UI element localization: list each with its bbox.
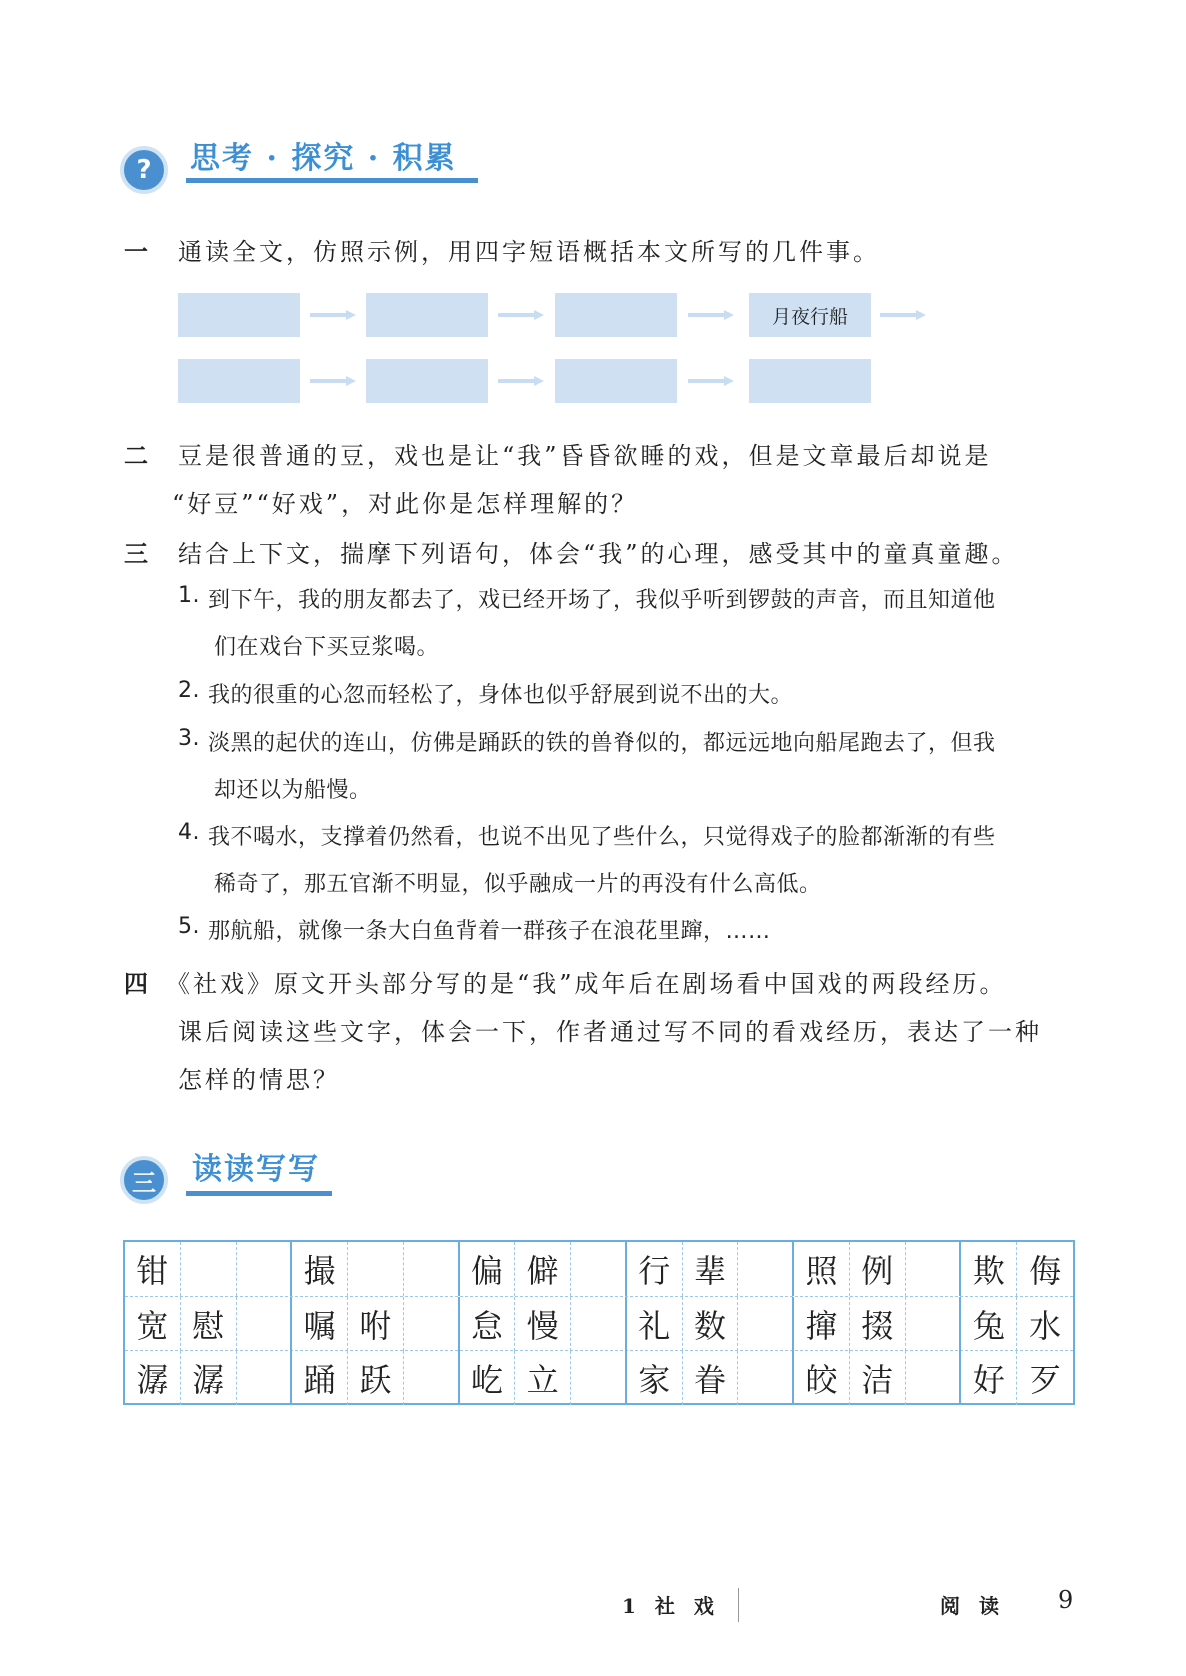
flow-box [366,293,488,337]
grid-cell [906,1351,962,1405]
section-title-think: 思考 · 探究 · 积累 [190,141,457,176]
sentence-3-line-1: 淡黑的起伏的连山，仿佛是踊跃的铁的兽脊似的，都远远地向船尾跑去了，但我 [208,731,996,756]
vocabulary-grid [123,1240,1075,1405]
grid-cell: 照 [794,1242,850,1296]
grid-cell: 咐 [348,1297,404,1351]
question-2-line-2: “好豆”“好戏”，对此你是怎样理解的？ [172,490,639,518]
sentence-4-line-1: 我不喝水，支撑着仍然看，也说不出见了些什么，只觉得戏子的脸都渐渐的有些 [208,825,996,850]
page-number: 9 [1058,1586,1074,1614]
grid-cell: 僻 [515,1242,571,1296]
grid-cell: 宽 [125,1297,181,1351]
grid-cell: 例 [850,1242,906,1296]
grid-cell: 慰 [181,1297,237,1351]
grid-cell: 慢 [515,1297,571,1351]
grid-cell [237,1297,293,1351]
question-4-line-3: 怎样的情思？ [178,1066,340,1094]
question-icon: ? [120,146,168,194]
grid-cell [738,1297,794,1351]
grid-cell: 行 [627,1242,683,1296]
grid-cell: 跃 [348,1351,404,1405]
grid-cell: 辈 [683,1242,739,1296]
grid-cell: 数 [683,1297,739,1351]
sentence-number: 3. [178,726,200,751]
grid-cell: 怠 [460,1297,516,1351]
grid-cell: 钳 [125,1242,181,1296]
arrow-right-icon [688,310,734,320]
sentence-number: 1. [178,583,200,608]
sentence-number: 2. [178,678,200,703]
question-number-2: 二 [124,441,148,470]
sentence-1-line-1: 到下午，我的朋友都去了，戏已经开场了，我似乎听到锣鼓的声音，而且知道他 [208,588,996,613]
question-4-line-2: 课后阅读这些文字，体会一下，作者通过写不同的看戏经历，表达了一种 [178,1018,1042,1046]
flow-box [555,293,677,337]
grid-cell: 水 [1029,1307,1062,1345]
grid-cell [738,1242,794,1296]
grid-cell: 嘱 [292,1297,348,1351]
grid-cell: 礼 [627,1297,683,1351]
grid-cell: 潺 [125,1351,181,1405]
grid-cell: 歹 [1029,1361,1062,1399]
grid-cell: 撺 [794,1297,850,1351]
section-underline [186,178,478,183]
grid-cell: 撮 [292,1242,348,1296]
grid-cell [404,1297,460,1351]
grid-cell [237,1242,293,1296]
sentence-1-line-2: 们在戏台下买豆浆喝。 [214,635,440,660]
grid-cell: 皎 [794,1351,850,1405]
grid-cell: 立 [515,1351,571,1405]
grid-cell [404,1242,460,1296]
flow-box [178,359,300,403]
footer-divider [738,1588,739,1622]
flow-box [749,359,871,403]
grid-cell [348,1242,404,1296]
arrow-right-icon [310,310,356,320]
arrow-right-icon [498,376,544,386]
arrow-right-icon [498,310,544,320]
grid-cell: 欺 [961,1242,1017,1296]
sentence-3-line-2: 却还以为船慢。 [214,778,372,803]
grid-row [125,1297,1073,1351]
flow-box-example: 月夜行船 [749,293,871,337]
arrow-right-icon [880,310,926,320]
grid-cell [738,1351,794,1405]
sentence-2-line-1: 我的很重的心忽而轻松了，身体也似乎舒展到说不出的大。 [208,683,794,708]
question-number-1: 一 [124,237,148,266]
grid-cell: 兔 [961,1297,1017,1351]
grid-cell [237,1351,293,1405]
question-3-text: 结合上下文，揣摩下列语句，体会“我”的心理，感受其中的童真童趣。 [178,540,1019,568]
grid-row [125,1242,1073,1296]
question-2-line-1: 豆是很普通的豆，戏也是让“我”昏昏欲睡的戏，但是文章最后却说是 [178,442,992,470]
grid-cell [906,1297,962,1351]
footer-section: 阅 读 [940,1594,1005,1618]
arrow-right-icon [310,376,356,386]
arrow-right-icon [688,376,734,386]
section-title-read-write: 读读写写 [192,1152,320,1187]
grid-cell: 潺 [181,1351,237,1405]
grid-cell [571,1297,627,1351]
sentence-4-line-2: 稀奇了，那五官渐不明显，似乎融成一片的再没有什么高低。 [214,872,822,897]
grid-cell [571,1242,627,1296]
grid-cell [404,1351,460,1405]
section-icon: 三 [120,1156,168,1204]
section-underline [186,1191,332,1196]
grid-cell [181,1242,237,1296]
flow-box [178,293,300,337]
sentence-number: 5. [178,914,200,939]
question-number-3: 三 [124,539,148,568]
footer-lesson: 1 社 戏 [622,1594,720,1618]
sentence-number: 4. [178,820,200,845]
question-4-line-1: 《社戏》原文开头部分写的是“我”成年后在剧场看中国戏的两段经历。 [166,970,1007,998]
grid-cell [906,1242,962,1296]
flow-box [366,359,488,403]
grid-cell: 侮 [1029,1252,1062,1290]
grid-row [125,1351,1073,1405]
question-1-text: 通读全文，仿照示例，用四字短语概括本文所写的几件事。 [178,238,880,266]
sentence-5-line-1: 那航船，就像一条大白鱼背着一群孩子在浪花里蹿，…… [208,919,771,944]
grid-cell: 好 [961,1351,1017,1405]
grid-cell [571,1351,627,1405]
flow-box [555,359,677,403]
grid-cell: 家 [627,1351,683,1405]
grid-cell: 洁 [850,1351,906,1405]
grid-cell: 掇 [850,1297,906,1351]
grid-cell: 偏 [460,1242,516,1296]
grid-cell: 屹 [460,1351,516,1405]
question-number-4: 四 [124,969,148,998]
grid-cell: 踊 [292,1351,348,1405]
grid-cell: 眷 [683,1351,739,1405]
